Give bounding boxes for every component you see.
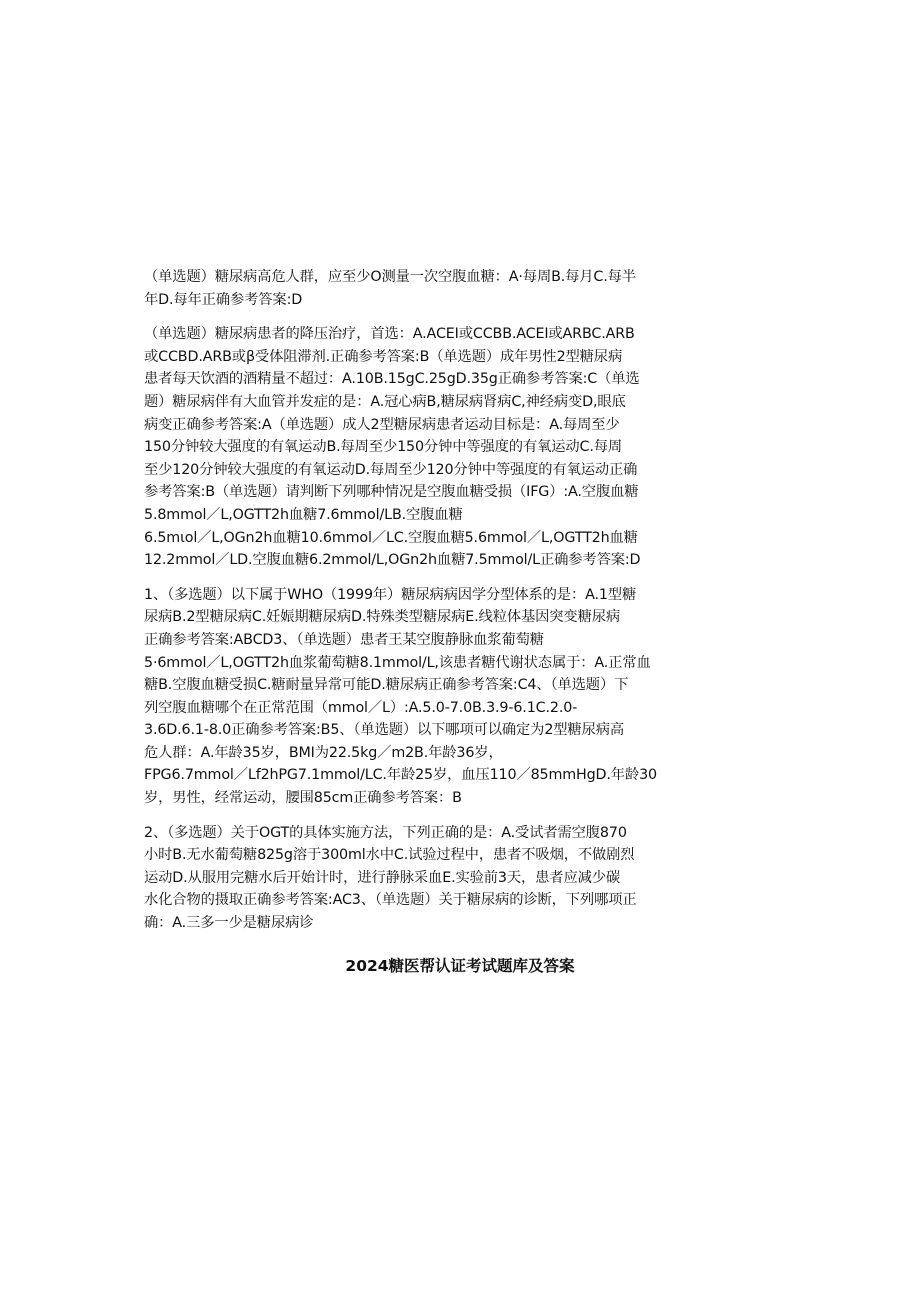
paragraph-2: （单选题）糖尿病患者的降压治疗，首选：A.ACEI或CCBB.ACEI或ARBC.ARB 或CCBD.ARB或β受体阻滞剂.正确参考答案:B（单选题）成年男性2型糖尿病 患者每天饮酒的酒精量不超过：A.10B.15gC.25gD.35g正确参考答案:C（单选 题）糖尿病伴有大血管并发症的是：A.冠心病B,糖尿病肾病C,神经病变D,眼底 病变正确参考答案:A（单选题）成人2型糖尿病患者运动目标是：A.每周至少 150分钟较大强度的有氧运动B.每周至少150分钟中等强度的有氧运动C.每周 至少120分钟较大强度的有氧运动D.每周至少120分钟中等强度的有氧运动正确 参考答案:B（单选题）请判断下列哪种情况是空腹血糖受损（IFG）:A.空腹血糖 5.8mmol／L,OGTT2h血糖7.6mmol/LB.空腹血糖 6.5mιol／L,OGn2h血糖10.6mmol／LC.空腹血糖5.6mmol／L,OGTT2h血糖 12.2mmol／LD.空腹血糖6.2mmol/L,OGn2h血糖7.5mmol/L正确参考答案:D (144, 326, 641, 569)
document-body (144, 266, 704, 947)
paragraph-4: 2、（多选题）关于OGT的具体实施方法，下列正确的是：A.受试者需空腹870 小时B.无水葡萄糖825g溶于300ml水中C.试验过程中，患者不吸烟，不做剧烈 运动D.从服用完糖水后开始计时，进行静脉采血E.实验前3天，患者应减少碳 水化合物的摄取正确参考答案:AC3、（单选题）关于糖尿病的诊断，下列哪项正 确：A.三多一少是糖尿病诊 (144, 824, 637, 932)
document-title: 2024糖医帮认证考试题库及答案 (345, 957, 575, 975)
paragraph-1: （单选题）糖尿病高危人群，应至少O测量一次空腹血糖：A·每周B.每月C.每半 年D.每年正确参考答案:D (144, 269, 636, 308)
paragraph-3: 1、（多选题）以下属于WHO（1999年）糖尿病病因学分型体系的是：A.1型糖 尿病B.2型糖尿病C.妊娠期糖尿病D.特殊类型糖尿病E.线粒体基因突变糖尿病 正确参考答案:ABCD3、（单选题）患者王某空腹静脉血浆葡萄糖 5·6mmol／L,OGTT2h血浆葡萄糖8.1mmol/L,该患者糖代谢状态属于：A.正常血 糖B.空腹血糖受损C.糖耐量异常可能D.糖尿病正确参考答案:C4、（单选题）下 列空腹血糖哪个在正常范围（mmol／L）:A.5.0-7.0B.3.9-6.1C.2.0- 3.6D.6.1-8.0正确参考答案:B5、（单选题）以下哪项可以确定为2型糖尿病高 危人群：A.年龄35岁，BMI为22.5kg／m2B.年龄36岁， FPG6.7mmol／Lf2hPG7.1mmol/LC.年龄25岁，血压110／85mmHgD.年龄30 岁，男性，经常运动，腰围85cm正确参考答案：B (144, 586, 657, 807)
